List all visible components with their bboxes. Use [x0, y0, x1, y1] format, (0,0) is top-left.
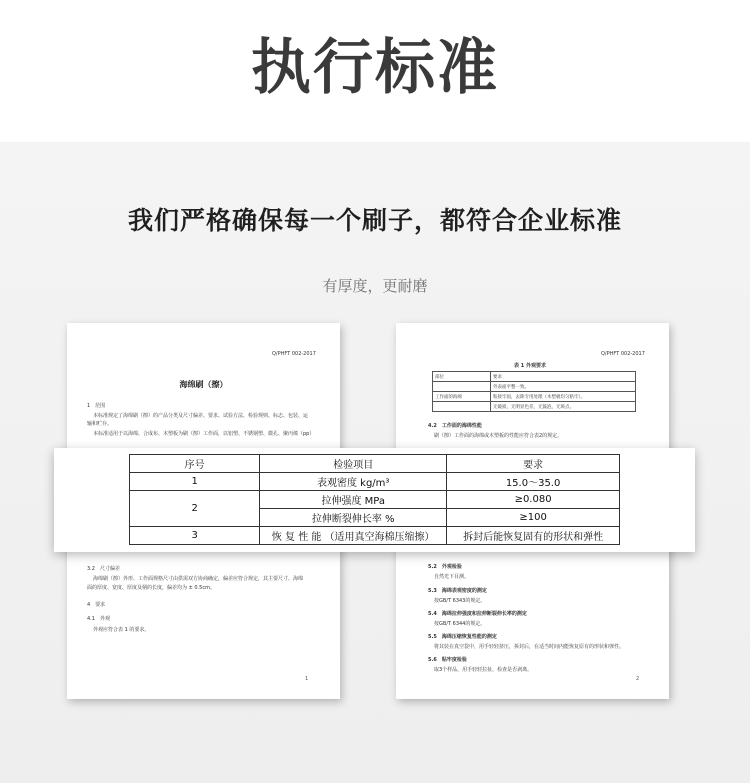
doc-line: 4 要求	[87, 602, 106, 608]
doc-line: 4.1 外观	[87, 616, 110, 622]
doc-line: 本标准规定了海绵刷（擦）的产品分类及尺寸偏差、要求、试验方法、检验规则、标志、包装、运	[93, 413, 309, 419]
table-row	[130, 527, 620, 545]
doc-line: 3.2 尺寸偏差	[87, 566, 120, 572]
page-title: 执行标准	[251, 33, 499, 103]
table-row	[433, 392, 636, 402]
table-row	[130, 491, 620, 509]
doc-line: 将其装在真空袋中，用手轻轻挤压，拆封后，在适当时间内能恢复原有的形状和弹性。	[434, 644, 625, 650]
doc-line: 4.2 工作面的海绵性能	[428, 423, 482, 429]
doc-line: 输和贮存。	[87, 421, 113, 427]
standard-table	[129, 454, 620, 545]
table-cell	[433, 402, 491, 412]
column-header: 要求	[447, 455, 620, 473]
header-band	[0, 0, 750, 142]
doc-line: 5.3 海绵表观密度的测定	[428, 588, 487, 594]
table-row	[433, 382, 636, 392]
doc-line: 本标准适用于以海绵、合成布、木塑板为刷（擦）工作面，以铝塑、不锈钢塑、微孔、聚丙烯（pp）	[93, 431, 315, 437]
standard-table-card	[54, 448, 695, 552]
appearance-table	[432, 371, 636, 412]
column-header: 序号	[130, 455, 260, 473]
doc-line: 海绵刷（擦）外形、工作面规格尺寸由供需双方协商确定，偏差应符合规定，其主要尺寸、海绵	[93, 576, 304, 582]
table-cell: 粘接牢固，去除专用处理（木塑板均匀粘牢）。	[491, 392, 636, 402]
test-item: 拉伸强度 MPa	[260, 491, 447, 509]
doc-title: 海绵刷（擦）	[179, 380, 228, 389]
subline: 有厚度，更耐磨	[322, 277, 428, 295]
doc-line: 外观应符合表 1 的要求。	[93, 627, 150, 633]
requirement: ≥0.080	[447, 491, 620, 509]
row-number: 1	[130, 473, 260, 491]
table-cell: 无破损，无明显色差，无鼓泡，无斑点。	[491, 402, 636, 412]
table-cell	[433, 382, 491, 392]
doc-line: 1 范围	[87, 403, 106, 409]
doc-line: 5.5 海绵压缩恢复性能的测定	[428, 634, 497, 640]
requirement: ≥100	[447, 509, 620, 527]
page-number: 2	[636, 676, 640, 682]
table-header-row	[130, 455, 620, 473]
test-item: 恢 复 性 能 （适用真空海棉压缩擦）	[260, 527, 447, 545]
table-cell: 部位	[433, 372, 491, 382]
table-caption: 表 1 外观要求	[514, 363, 546, 369]
table-row	[130, 473, 620, 491]
doc-line: 5.4 海绵拉伸强度和拉伸断裂伸长率的测定	[428, 611, 527, 617]
table-cell: 工作面的海绵	[433, 392, 491, 402]
doc-line: 自然光下目测。	[434, 574, 470, 580]
doc-line: 按GB/T 6344的规定。	[434, 621, 486, 627]
doc-line: 面的厚度、宽度、厚度及柄的长度，偏差均为 ± 0.5cm。	[87, 585, 215, 591]
doc-line: 刷（擦）工作面的海绵或木塑板的性能应符合表2的规定。	[434, 433, 563, 439]
doc-code: Q/PHFT 002-2017	[601, 351, 645, 357]
doc-line: 5.2 外观检验	[428, 564, 462, 570]
row-number: 2	[130, 491, 260, 527]
table-cell: 要求	[491, 372, 636, 382]
page-number: 1	[305, 676, 309, 682]
doc-line: 5.6 粘牢度检验	[428, 657, 467, 663]
test-item: 拉伸断裂伸长率 %	[260, 509, 447, 527]
doc-line: 取3个样品，用手轻轻拉扯，检查是否剥离。	[434, 667, 533, 673]
headline: 我们严格确保每一个刷子，都符合企业标准	[127, 206, 622, 235]
doc-code: Q/PHFT 002-2017	[272, 351, 316, 357]
requirement: 拆封后能恢复固有的形状和弹性	[447, 527, 620, 545]
doc-line: 按GB/T 6343的规定。	[434, 598, 486, 604]
row-number: 3	[130, 527, 260, 545]
requirement: 15.0～35.0	[447, 473, 620, 491]
table-row	[433, 402, 636, 412]
test-item: 表观密度 kg/m³	[260, 473, 447, 491]
table-cell: 外表面平整一致。	[491, 382, 636, 392]
column-header: 检验项目	[260, 455, 447, 473]
table-row	[433, 372, 636, 382]
